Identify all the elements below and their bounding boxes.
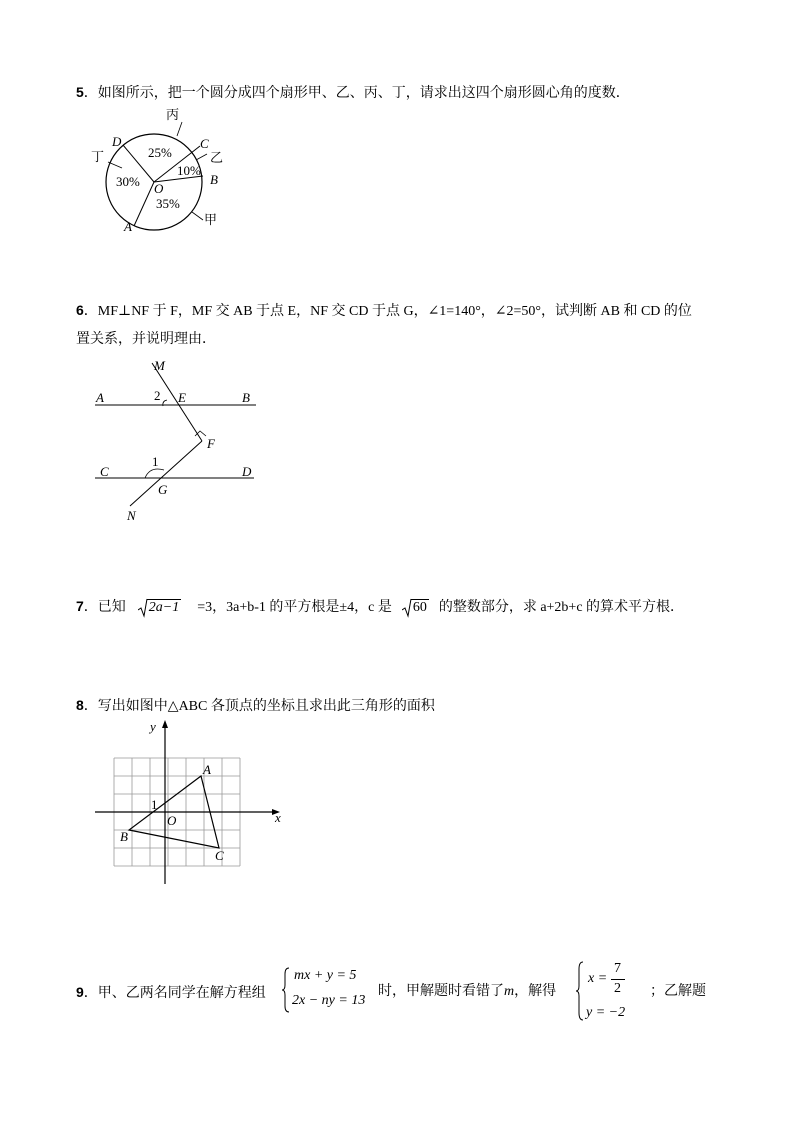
point-label-b: B	[210, 172, 218, 187]
sector-name-bing: 丙	[166, 108, 180, 123]
vertex-label-b: B	[120, 829, 128, 844]
sqrt-expression	[138, 598, 181, 618]
unit-label: 1	[151, 797, 158, 812]
question-number: 8	[76, 697, 84, 713]
point-label-a: A	[124, 219, 132, 232]
question-body-part: ．已知	[83, 600, 126, 615]
question-9-suffix	[650, 982, 706, 1002]
equation-2: 2x − ny = 13	[292, 993, 366, 1008]
sqrt-radicand: 60	[412, 600, 427, 615]
question-body: ．如图所示，把一个圆分成四个扇形甲、乙、丙、丁，请求出这四个扇形圆心角的度数．	[83, 86, 630, 101]
variable-m: m	[504, 984, 515, 999]
question-7-text	[76, 596, 684, 618]
sector-name-jia: 甲	[204, 213, 218, 228]
x-axis-label: x	[275, 810, 281, 825]
solution-x-lhs: x =	[588, 971, 608, 986]
point-label-f: F	[207, 436, 215, 451]
sector-percent-bing: 25%	[148, 145, 172, 160]
sqrt-expression	[402, 598, 429, 618]
equation-1: mx + y = 5	[294, 968, 357, 983]
solution-y: y = −2	[586, 1005, 626, 1020]
point-label-n: N	[127, 508, 136, 523]
angle-label-1: 1	[152, 454, 159, 469]
question-body-part: 时，甲解题时看错了	[378, 984, 504, 999]
point-label-c: C	[200, 136, 209, 151]
origin-label: O	[167, 813, 177, 828]
question-6-line2	[76, 330, 216, 350]
question-body-part: 的整数部分，求 a+2b+c 的算术平方根．	[438, 600, 685, 615]
question-body-part: ，解得	[514, 984, 557, 999]
point-label-c: C	[100, 464, 109, 479]
sector-percent-ding: 30%	[116, 174, 140, 189]
sector-percent-jia: 35%	[156, 196, 180, 211]
question-body-part: ；乙解题	[650, 984, 706, 999]
point-label-d: D	[242, 464, 252, 479]
y-axis-label: y	[150, 719, 156, 734]
question-9-middle	[378, 982, 556, 1002]
point-label-d: D	[112, 134, 122, 149]
question-number: 6	[76, 302, 84, 318]
vertex-label-a: A	[203, 762, 211, 777]
question-body: ．写出如图中△ABC 各顶点的坐标且求出此三角形的面积	[83, 699, 435, 714]
sector-name-ding: 丁	[91, 150, 105, 165]
question-9-prefix	[76, 982, 266, 1004]
point-label-b: B	[242, 390, 250, 405]
sqrt-radicand: 2a−1	[148, 600, 180, 615]
parallel-lines-figure	[90, 356, 265, 524]
question-6-line1	[76, 300, 692, 322]
solution-system	[576, 960, 646, 1022]
question-5-text	[76, 82, 630, 104]
solution-x-numerator: 7	[614, 961, 621, 976]
point-label-o: O	[154, 181, 164, 196]
equation-system	[282, 966, 372, 1014]
point-label-a: A	[96, 390, 104, 405]
angle-label-2: 2	[154, 388, 161, 403]
solution-x-denominator: 2	[614, 981, 621, 996]
question-number: 9	[76, 984, 84, 1000]
question-number: 5	[76, 84, 84, 100]
question-body-part: ．甲、乙两名同学在解方程组	[83, 986, 266, 1001]
sector-name-yi: 乙	[210, 151, 224, 166]
point-label-g: G	[158, 482, 168, 497]
question-body-part: =3，3a+b-1 的平方根是±4，c 是	[197, 600, 392, 615]
vertex-label-c: C	[215, 848, 224, 863]
question-number: 7	[76, 598, 84, 614]
coordinate-grid-figure	[90, 714, 290, 889]
point-label-m: M	[154, 358, 165, 373]
sector-percent-yi: 10%	[177, 163, 201, 178]
point-label-e: E	[178, 390, 186, 405]
question-body: ．MF⊥NF 于 F，MF 交 AB 于点 E，NF 交 CD 于点 G，∠1=140°，∠2=50°，试判断 AB 和 CD 的位	[83, 304, 692, 319]
question-body: 置关系，并说明理由．	[76, 332, 216, 347]
pie-sector-figure	[86, 102, 246, 232]
